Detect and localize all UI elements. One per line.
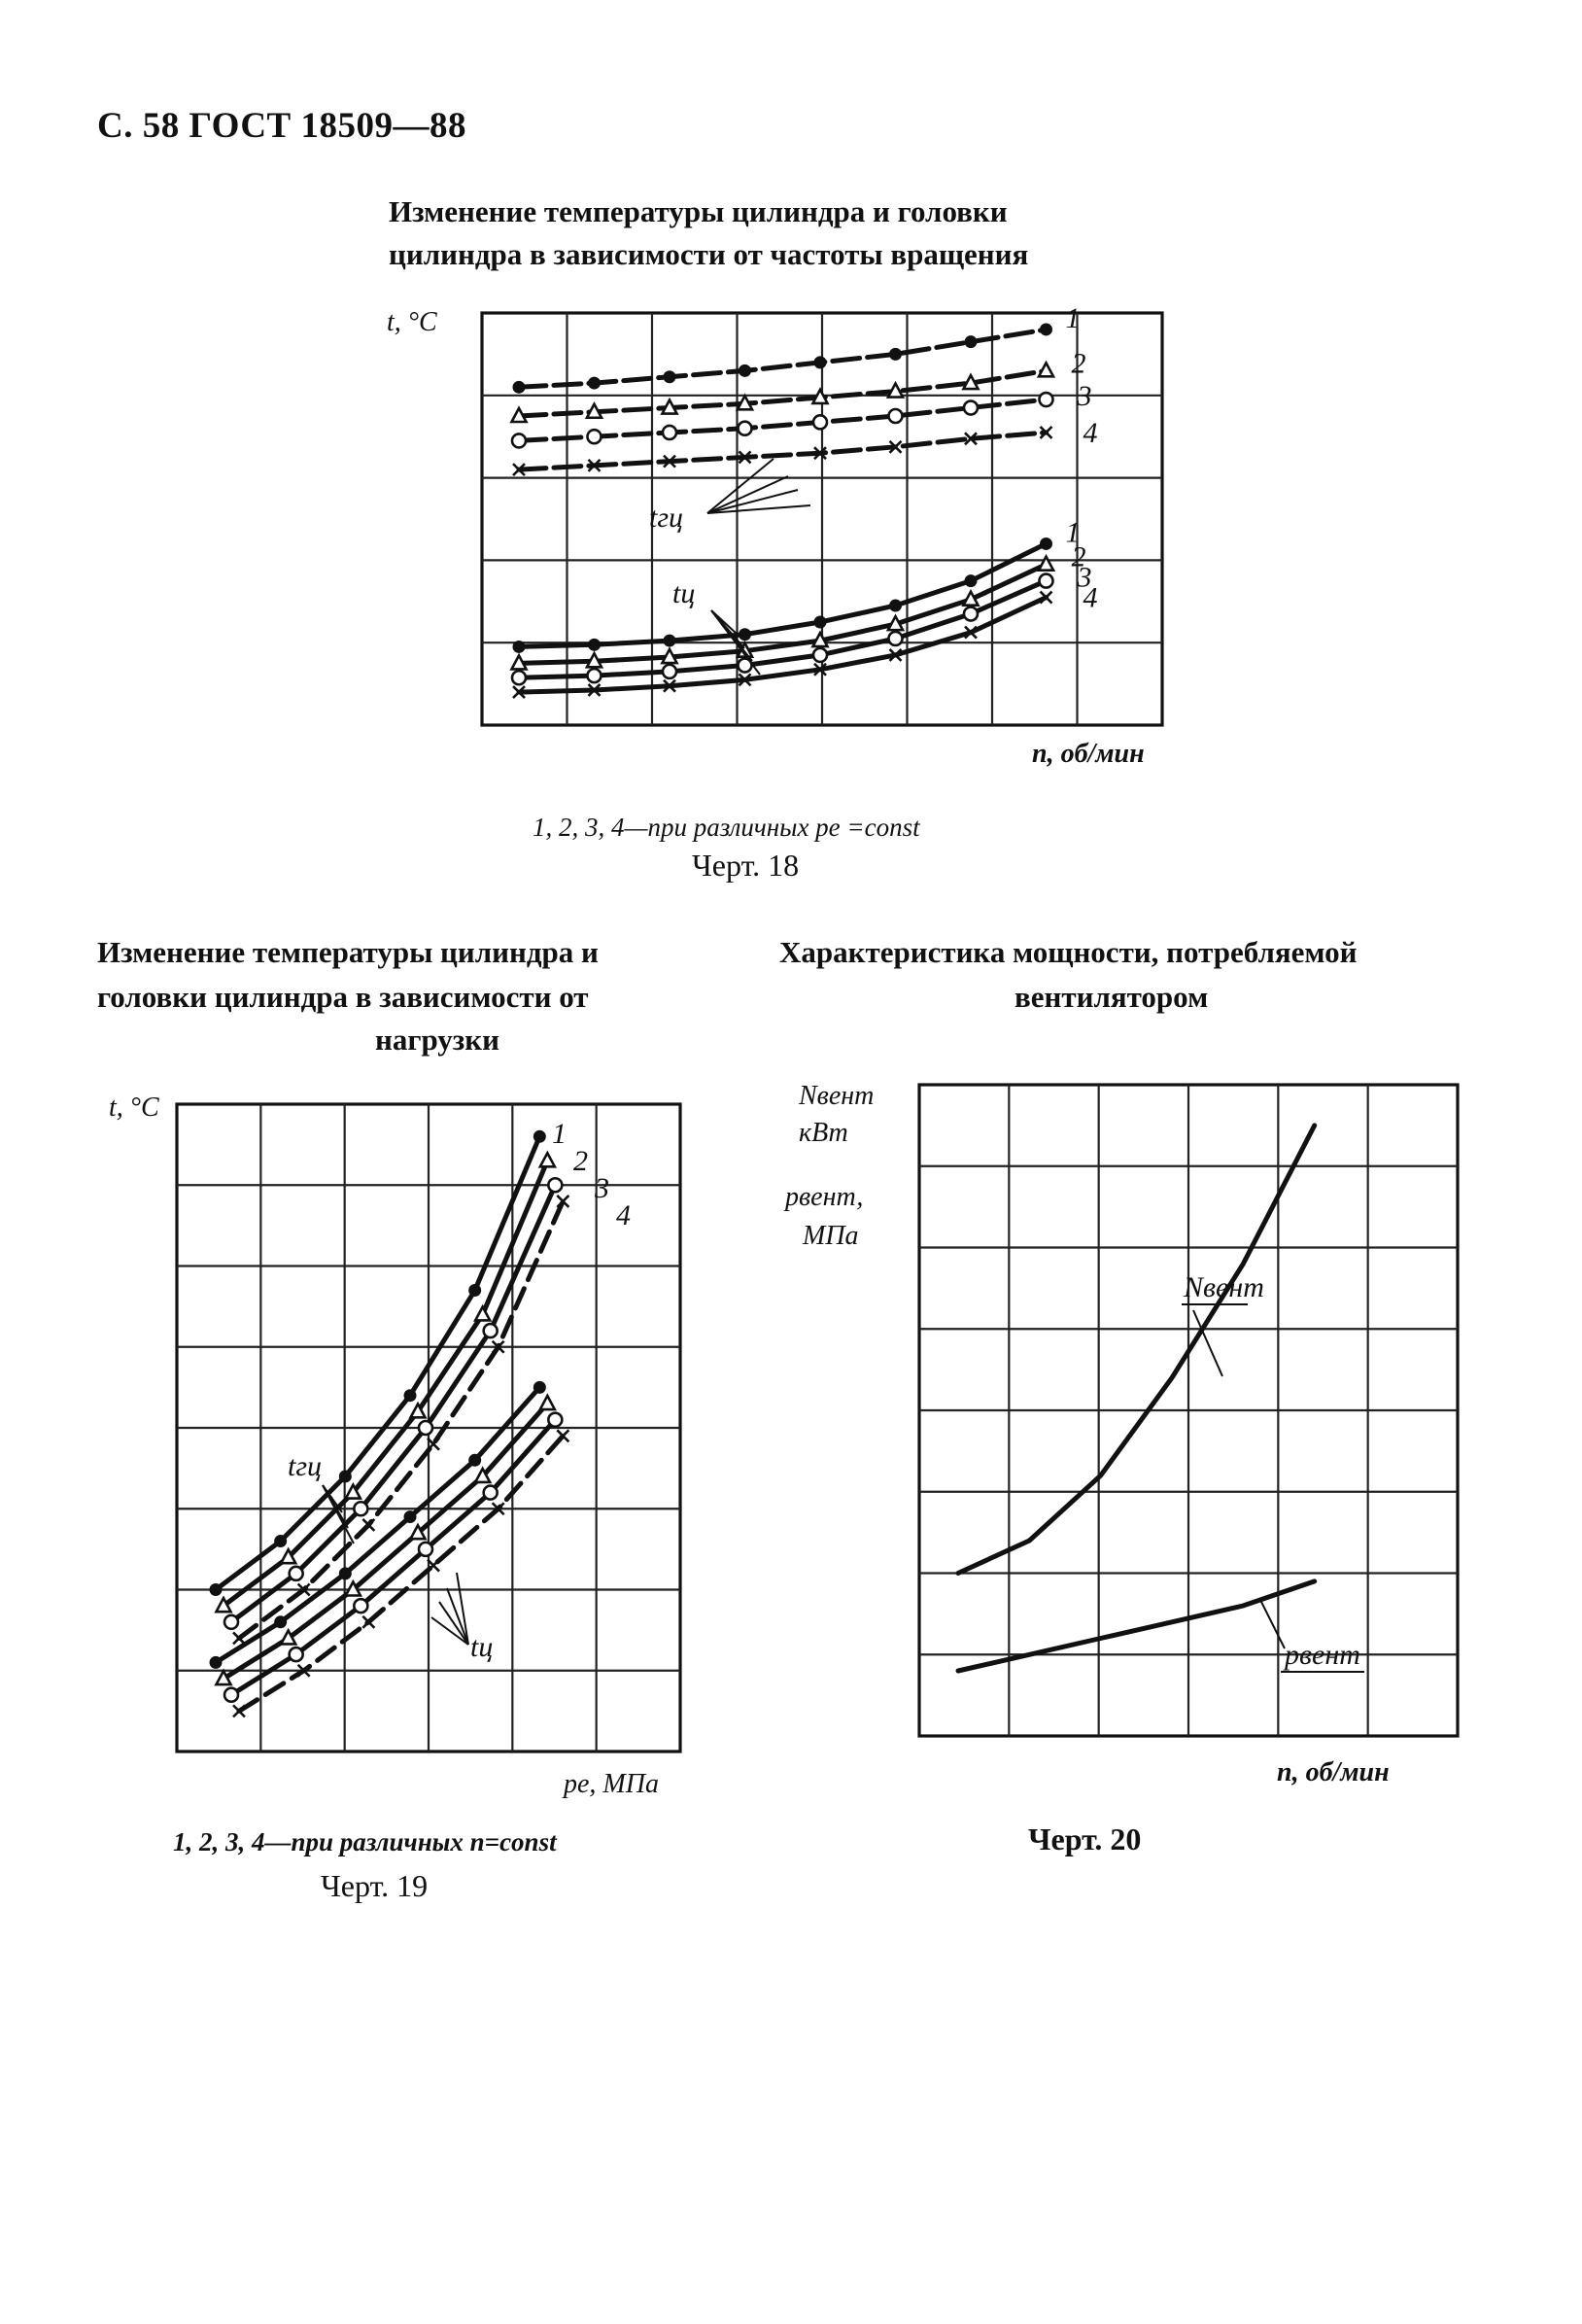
chart19-point-circle	[224, 1688, 238, 1702]
chart19-point-dot	[404, 1389, 417, 1402]
chart19-point-dot	[339, 1567, 352, 1579]
chart18-point-circle	[889, 409, 903, 423]
chart18-point-dot	[739, 628, 751, 641]
chart18-point-circle	[1040, 393, 1053, 406]
chart19-point-circle	[354, 1599, 367, 1613]
chart18-point-dot	[664, 635, 676, 647]
chart18-plot	[482, 301, 1168, 731]
chart18-point-circle	[512, 671, 526, 684]
chart18-point-circle	[512, 434, 526, 447]
chart20-ylabel-line2: кВт	[799, 1118, 848, 1148]
chart18-curve-label-1: 1	[1065, 301, 1081, 334]
chart20-xlabel: n, об/мин	[1277, 1757, 1390, 1787]
chart18-tgc-label: tгц	[649, 502, 684, 534]
chart19-point-dot	[210, 1656, 223, 1669]
chart19-caption: 1, 2, 3, 4—при различных n=const	[173, 1827, 557, 1856]
chart18-point-circle	[663, 665, 676, 678]
chart19-series-line	[216, 1136, 539, 1589]
chart18-point-dot	[513, 381, 526, 394]
chart18-point-dot	[1040, 323, 1052, 335]
chart18-point-dot	[1040, 538, 1052, 550]
chart19-point-dot	[533, 1381, 546, 1394]
chart19-point-circle	[548, 1413, 562, 1427]
chart20-chert: Черт. 20	[1028, 1821, 1142, 1856]
chart19-point-dot	[274, 1535, 287, 1547]
chart18-point-dot	[965, 574, 978, 587]
chart18-curve-label-2: 2	[1071, 347, 1086, 380]
chart19-point-dot	[533, 1130, 546, 1143]
chart18-point-circle	[889, 632, 903, 645]
chart18-point-dot	[513, 641, 526, 653]
chart19-point-circle	[224, 1615, 238, 1629]
chart18-tc-label: tц	[672, 577, 696, 609]
chart18-curve-label-4: 4	[1083, 581, 1098, 614]
chart18-point-dot	[814, 616, 827, 629]
chart18-point-circle	[588, 669, 602, 682]
chart18-point-circle	[813, 415, 827, 429]
chart19-title-line2: головки цилиндра в зависимости от	[97, 980, 589, 1014]
chart18-point-dot	[889, 348, 902, 361]
chart20-p-label: pвент	[1285, 1639, 1360, 1671]
chart18-caption: 1, 2, 3, 4—при различных pe =const	[533, 813, 920, 842]
chart19-chert: Черт. 19	[321, 1868, 429, 1903]
chart19-point-circle	[290, 1567, 303, 1580]
chart20-N-label: Nвент	[1184, 1271, 1264, 1303]
chart18-point-triangle	[1039, 557, 1053, 571]
chart18-point-circle	[813, 648, 827, 662]
chart20-series-line-p	[958, 1581, 1315, 1671]
chart20-series-line-n	[958, 1126, 1315, 1574]
chart19-point-triangle	[475, 1306, 490, 1320]
chart19-xlabel: pe, МПа	[564, 1769, 659, 1799]
chart20-ylabel-line3: pвент,	[785, 1182, 864, 1212]
chart18-xlabel: n, об/мин	[1032, 739, 1145, 769]
chart19-point-cross	[362, 1519, 374, 1531]
chart18-curve-label-1: 1	[1065, 516, 1081, 549]
chart19-point-circle	[290, 1648, 303, 1661]
chart18-curve-label-4: 4	[1083, 416, 1098, 449]
chart19-point-cross	[362, 1616, 374, 1628]
chart18-point-dot	[814, 356, 827, 368]
chart18-point-dot	[889, 600, 902, 612]
chart19-title-line1: Изменение температуры цилиндра и	[97, 935, 599, 969]
chart20-title-line2: вентилятором	[1015, 980, 1209, 1014]
chart19-point-triangle	[540, 1396, 555, 1409]
chart19-tc-leader	[457, 1573, 468, 1645]
chart18-point-circle	[588, 430, 602, 443]
chart19-ylabel: t, °C	[109, 1093, 159, 1123]
chart18-point-circle	[663, 426, 676, 439]
chart19-point-dot	[468, 1454, 481, 1467]
chart19-point-circle	[548, 1178, 562, 1192]
chart20-plot	[919, 1085, 1463, 1742]
chart18-point-circle	[964, 401, 978, 415]
chart18-curve-label-3: 3	[1077, 561, 1092, 594]
chart19-point-cross	[557, 1430, 568, 1441]
chart18-point-circle	[1040, 574, 1053, 588]
chart18-point-dot	[965, 335, 978, 348]
chart18-ylabel: t, °C	[387, 307, 437, 337]
chart19-point-dot	[210, 1583, 223, 1596]
chart19-curve-label-4: 4	[616, 1199, 631, 1231]
chart18-curve-label-3: 3	[1077, 380, 1092, 413]
chart19-point-circle	[419, 1543, 432, 1556]
chart19-point-circle	[419, 1421, 432, 1435]
chart18-chert: Черт. 18	[692, 848, 800, 883]
page-header: С. 58 ГОСТ 18509—88	[97, 106, 466, 146]
chart19-tc-label: tц	[470, 1631, 494, 1663]
chart19-point-triangle	[540, 1153, 555, 1166]
chart19-plot	[177, 1104, 686, 1757]
chart20-title-line1: Характеристика мощности, потребляемой	[779, 935, 1358, 969]
chart19-title-line3: нагрузки	[375, 1023, 499, 1057]
chart19-curve-label-1: 1	[552, 1118, 567, 1150]
chart19-curve-label-3: 3	[595, 1172, 609, 1204]
chart19-point-dot	[274, 1615, 287, 1628]
chart18-point-dot	[588, 377, 601, 390]
chart19-point-circle	[484, 1486, 498, 1500]
chart20-p-leader	[1261, 1602, 1285, 1648]
chart18-title-line2: цилиндра в зависимости от частоты вращения	[389, 237, 1029, 271]
chart18-curve-label-2: 2	[1071, 540, 1086, 573]
chart19-point-dot	[468, 1284, 481, 1297]
chart19-point-circle	[484, 1324, 498, 1337]
chart18-point-dot	[739, 364, 751, 377]
chart18-point-circle	[739, 422, 752, 435]
chart19-curve-label-2: 2	[573, 1145, 588, 1177]
chart18-point-dot	[664, 370, 676, 383]
chart18-point-circle	[964, 607, 978, 621]
chart19-tgc-label: tгц	[288, 1450, 323, 1482]
chart19-point-circle	[354, 1502, 367, 1515]
chart19-point-dot	[339, 1470, 352, 1482]
chart19-point-dot	[404, 1510, 417, 1523]
chart20-ylabel-line1: Nвент	[799, 1081, 875, 1111]
chart20-gridlines	[919, 1085, 1458, 1736]
chart18-title-line1: Изменение температуры цилиндра и головки	[389, 194, 1008, 228]
chart18-point-dot	[588, 639, 601, 651]
chart20-ylabel-line4: МПа	[803, 1221, 859, 1251]
